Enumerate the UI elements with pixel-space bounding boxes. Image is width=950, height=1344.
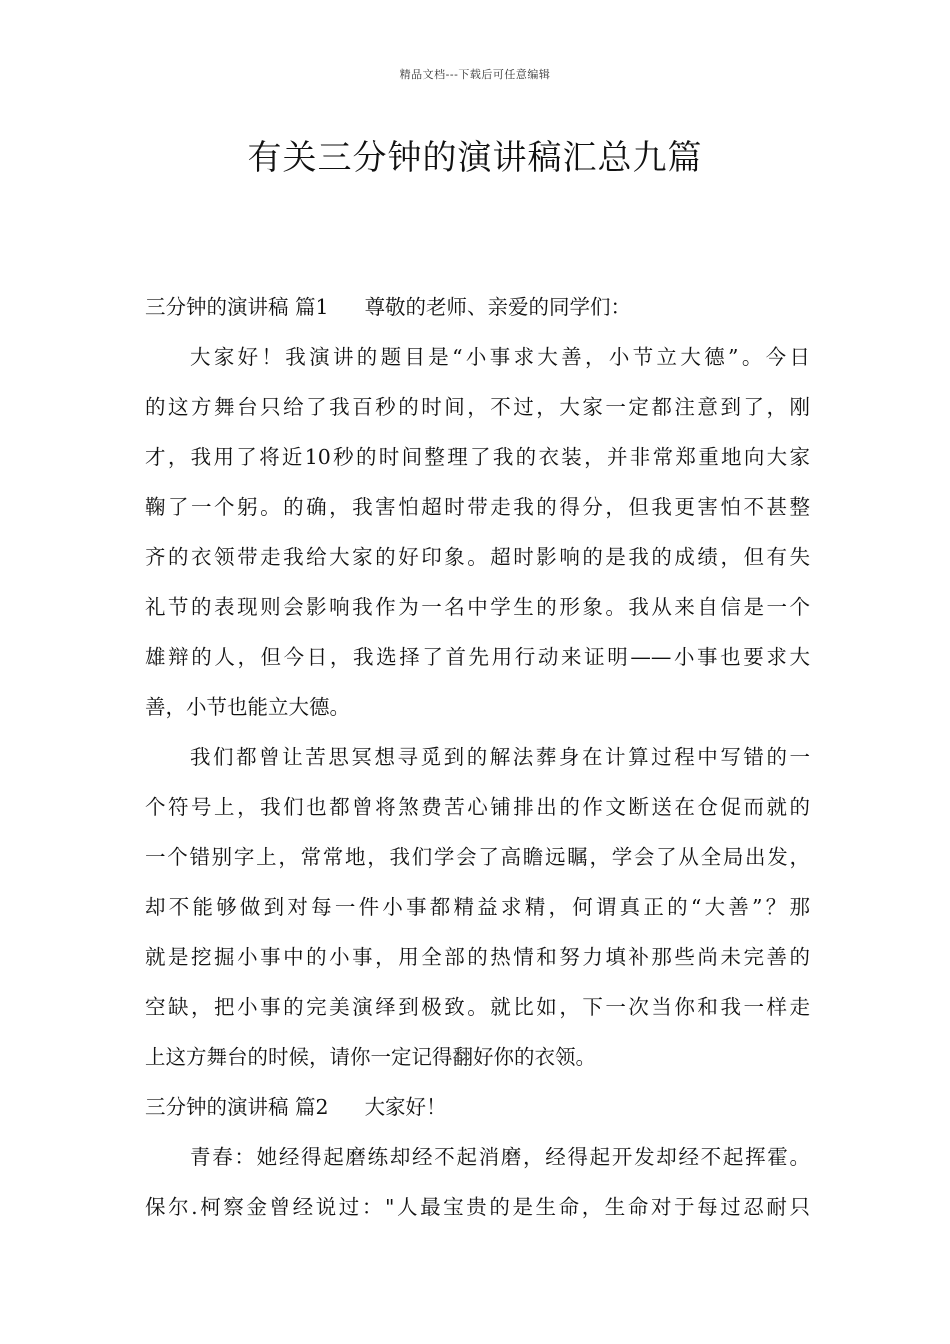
section-heading-row <box>145 1082 810 1132</box>
document-body <box>145 282 810 1232</box>
text-line: 空缺，把小事的完美演绎到极致。就比如，下一次当你和我一样走 <box>145 995 810 1019</box>
text-line: 一个错别字上，常常地，我们学会了高瞻远瞩，学会了从全局出发， <box>145 845 810 869</box>
text-line: 大家好！我演讲的题目是“小事求大善，小节立大德”。今日 <box>190 345 810 369</box>
text-line: 却不能够做到对每一件小事都精益求精，何谓真正的“大善”？那 <box>145 895 810 919</box>
section-heading-row <box>145 282 810 332</box>
section-greeting: 大家好！ <box>364 1095 447 1119</box>
text-line: 就是挖掘小事中的小事，用全部的热情和努力填补那些尚未完善的 <box>145 945 810 969</box>
page-header: 精品文档---下载后可任意编辑 <box>399 68 551 81</box>
text-line: 保尔.柯察金曾经说过："人最宝贵的是生命，生命对于每过忍耐只 <box>145 1195 810 1219</box>
text-line: 鞠了一个躬。的确，我害怕超时带走我的得分，但我更害怕不甚整 <box>145 495 810 519</box>
text-line: 个符号上，我们也都曾将煞费苦心铺排出的作文断送在仓促而就的 <box>145 795 810 819</box>
document-title: 有关三分钟的演讲稿汇总九篇 <box>247 138 703 178</box>
text-line: 礼节的表现则会影响我作为一名中学生的形象。我从来自信是一个 <box>145 595 810 619</box>
text-line: 齐的衣领带走我给大家的好印象。超时影响的是我的成绩，但有失 <box>145 545 810 569</box>
text-line: 的这方舞台只给了我百秒的时间，不过，大家一定都注意到了，刚 <box>145 395 810 419</box>
text-line: 青春：她经得起磨练却经不起消磨，经得起开发却经不起挥霍。 <box>190 1145 810 1169</box>
section-heading: 三分钟的演讲稿 篇2 <box>145 1095 329 1119</box>
paragraph <box>145 332 810 732</box>
text-line: 上这方舞台的时候，请你一定记得翻好你的衣领。 <box>145 1045 596 1069</box>
text-line: 才，我用了将近10秒的时间整理了我的衣装，并非常郑重地向大家 <box>145 445 810 469</box>
paragraph <box>145 732 810 1082</box>
paragraph <box>145 1132 810 1232</box>
text-line: 善，小节也能立大德。 <box>145 695 350 719</box>
section-heading: 三分钟的演讲稿 篇1 <box>145 295 329 319</box>
text-line: 我们都曾让苦思冥想寻觅到的解法葬身在计算过程中写错的一 <box>190 745 810 769</box>
text-line: 雄辩的人，但今日，我选择了首先用行动来证明——小事也要求大 <box>145 645 810 669</box>
section-greeting: 尊敬的老师、亲爱的同学们： <box>364 295 632 319</box>
